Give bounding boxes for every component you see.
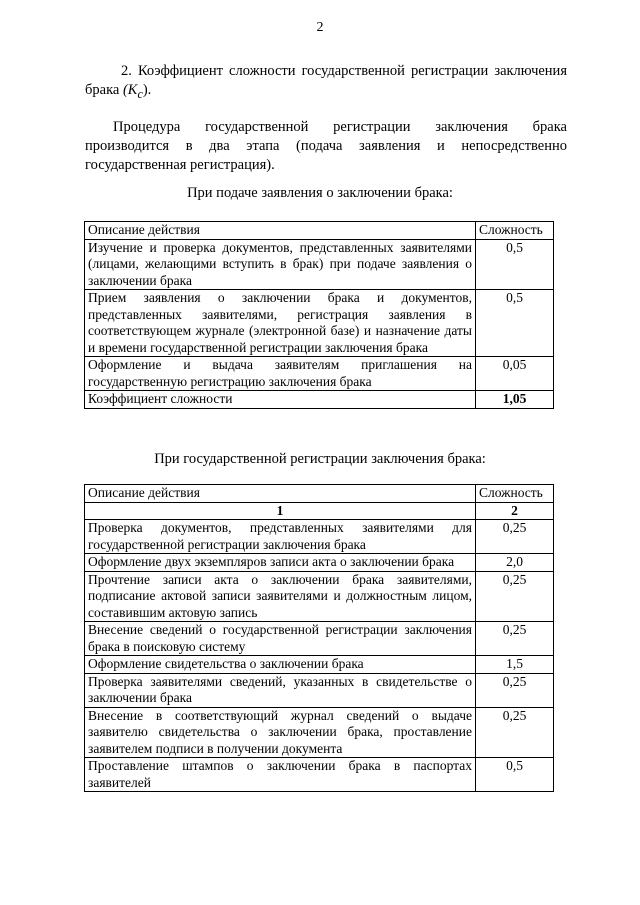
heading-text: 2. Коэффициент сложности государственной регистрации заключения брака bbox=[85, 63, 567, 98]
page-number: 2 bbox=[316, 20, 324, 35]
row-complexity: 0,25 bbox=[476, 520, 554, 554]
row-description: Проверка заявителями сведений, указанных в свидетельстве о заключении брака bbox=[85, 673, 476, 707]
table-row bbox=[85, 656, 554, 674]
row-description: Изучение и проверка документов, представленных заявителями (лицами, желающими вступить в брак) при подаче заявления о заключении брака bbox=[85, 239, 476, 290]
row-complexity: 0,25 bbox=[476, 571, 554, 622]
total-label: Коэффициент сложности bbox=[85, 391, 476, 409]
table-row bbox=[85, 520, 554, 554]
table2-body bbox=[85, 485, 554, 792]
table1-body bbox=[85, 222, 554, 409]
section-heading bbox=[85, 62, 567, 104]
intro-text: Процедура государственной регистрации заключения брака производится в два этапа (подача заявления и непосредственно государственная регистрация). bbox=[85, 119, 567, 173]
table-total-row bbox=[85, 391, 554, 409]
header-description: Описание действия bbox=[85, 485, 476, 503]
table-row bbox=[85, 554, 554, 572]
table-row bbox=[85, 707, 554, 758]
table-row bbox=[85, 239, 554, 290]
table-header-row bbox=[85, 222, 554, 240]
table-registration bbox=[84, 484, 554, 792]
row-complexity: 0,25 bbox=[476, 622, 554, 656]
coef-symbol-sub: с bbox=[137, 86, 143, 101]
row-complexity: 0,25 bbox=[476, 673, 554, 707]
row-description: Проставление штампов о заключении брака в паспортах заявителей bbox=[85, 758, 476, 792]
header-complexity: Сложность bbox=[476, 222, 554, 240]
coef-symbol-tail: ). bbox=[142, 82, 152, 98]
table-row bbox=[85, 673, 554, 707]
table-row bbox=[85, 571, 554, 622]
row-complexity: 0,5 bbox=[476, 239, 554, 290]
header-complexity: Сложность bbox=[476, 485, 554, 503]
row-description: Внесение сведений о государственной регистрации заключения брака в поисковую систему bbox=[85, 622, 476, 656]
row-complexity: 1,5 bbox=[476, 656, 554, 674]
table-row bbox=[85, 758, 554, 792]
row-description: Проверка документов, представленных заявителями для государственной регистрации заключения брака bbox=[85, 520, 476, 554]
table-application bbox=[84, 221, 554, 409]
table1-caption: При подаче заявления о заключении брака: bbox=[187, 185, 453, 201]
table-row bbox=[85, 290, 554, 357]
row-complexity: 0,5 bbox=[476, 290, 554, 357]
table-column-numbers-row bbox=[85, 502, 554, 520]
total-value: 1,05 bbox=[476, 391, 554, 409]
intro-paragraph bbox=[85, 118, 567, 175]
row-complexity: 0,5 bbox=[476, 758, 554, 792]
row-description: Оформление свидетельства о заключении брака bbox=[85, 656, 476, 674]
row-complexity: 0,05 bbox=[476, 357, 554, 391]
table-row bbox=[85, 357, 554, 391]
coef-symbol: (K bbox=[122, 82, 138, 98]
row-description: Прочтение записи акта о заключении брака заявителями, подписание актовой записи заявителями и должностным лицом, составившим актовую запись bbox=[85, 571, 476, 622]
row-description: Прием заявления о заключении брака и документов, представленных заявителями, регистрация заявления в соответствующем журнале (электронной базе) и назначение даты и времени государственной регистрации заключения брака bbox=[85, 290, 476, 357]
row-description: Оформление двух экземпляров записи акта о заключении брака bbox=[85, 554, 476, 572]
row-complexity: 0,25 bbox=[476, 707, 554, 758]
table2-caption: При государственной регистрации заключения брака: bbox=[154, 451, 486, 467]
row-description: Оформление и выдача заявителям приглашения на государственную регистрацию заключения брака bbox=[85, 357, 476, 391]
column-number-2: 2 bbox=[476, 502, 554, 520]
header-description: Описание действия bbox=[85, 222, 476, 240]
row-description: Внесение в соответствующий журнал сведений о выдаче заявителю свидетельства о заключении брака, проставление заявителем подписи в получении документа bbox=[85, 707, 476, 758]
row-complexity: 2,0 bbox=[476, 554, 554, 572]
table-header-row bbox=[85, 485, 554, 503]
table-row bbox=[85, 622, 554, 656]
column-number-1: 1 bbox=[85, 502, 476, 520]
